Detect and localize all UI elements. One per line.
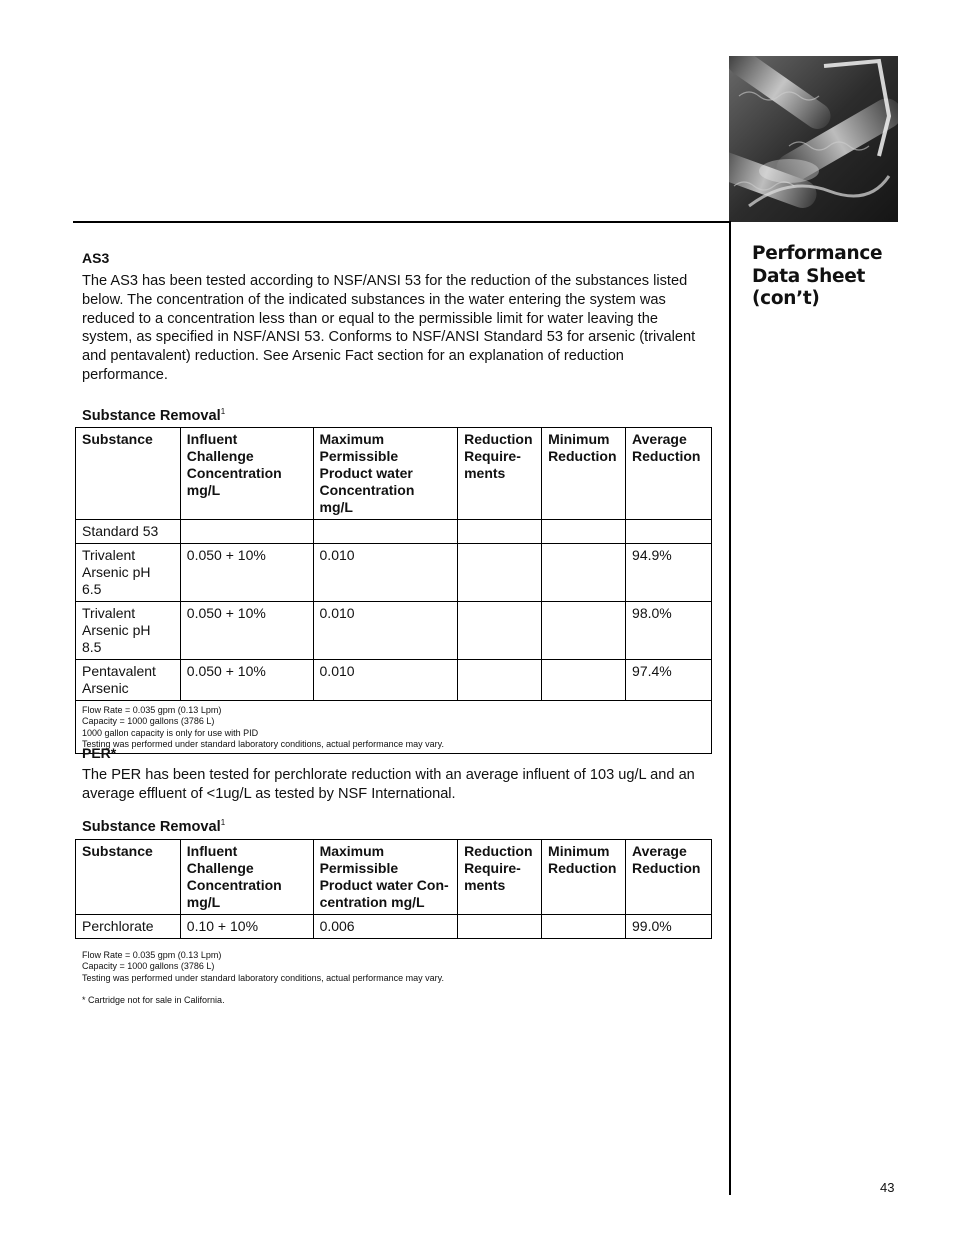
column-header: Substance <box>76 428 181 520</box>
as3-heading-block <box>82 250 712 266</box>
table-cell <box>458 544 542 602</box>
per-description-block <box>82 766 712 804</box>
column-header: Minimum Reduction <box>542 840 626 915</box>
table-cell: Trivalent Arsenic pH 6.5 <box>76 544 181 602</box>
as3-description: The AS3 has been tested according to NSF/ANSI 53 for the reduction of the substances listed below. The concentration of the indicated substances in the water entering the system was reduced to a concentration less than or equal to the permissible limit for water leaving the system, as specified in NSF/ANSI 53. Conforms to NSF/ANSI Standard 53 for arsenic (trivalent and pentavalent) reduction. See Arsenic Fact section for an explanation of reduction performance. <box>82 273 696 383</box>
table-cell: 0.010 <box>313 544 458 602</box>
table-cell: 99.0% <box>626 915 712 939</box>
table-row <box>76 660 712 701</box>
table-cell <box>458 660 542 701</box>
sidebar-title-line: Performance <box>752 243 883 264</box>
table-row <box>76 544 712 602</box>
sidebar-title-line: Data Sheet <box>752 265 866 287</box>
header-rule <box>73 221 730 223</box>
table-cell <box>626 520 712 544</box>
table-cell <box>542 602 626 660</box>
table-cell: 0.10 + 10% <box>180 915 313 939</box>
table-cell: 0.010 <box>313 660 458 701</box>
table-cell: Pentavalent Arsenic <box>76 660 181 701</box>
table-cell <box>180 520 313 544</box>
table-cell: 0.050 + 10% <box>180 660 313 701</box>
table-cell: 97.4% <box>626 660 712 701</box>
column-header: Maximum Permissible Product water Con-centration mg/L <box>313 840 458 915</box>
per-table-title <box>82 818 712 835</box>
column-header: Influent Challenge Concentration mg/L <box>180 840 313 915</box>
table-header-row <box>76 428 712 520</box>
column-header: Minimum Reduction <box>542 428 626 520</box>
column-header: Influent Challenge Concentration mg/L <box>180 428 313 520</box>
table-cell: 94.9% <box>626 544 712 602</box>
page-number: 43 <box>880 1180 895 1195</box>
as3-table-title <box>82 407 712 424</box>
table-cell: 98.0% <box>626 602 712 660</box>
table-cell: 0.010 <box>313 602 458 660</box>
per-footnote: * Cartridge not for sale in California. <box>82 995 225 1005</box>
as3-table-title-footnote-mark: 1 <box>220 407 226 416</box>
per-notes <box>82 950 444 984</box>
header-photo-graphic <box>729 56 898 222</box>
per-table-title-text: Substance Removal <box>82 818 221 835</box>
sidebar-title <box>752 243 912 311</box>
sidebar-rule <box>729 221 731 1195</box>
note-line: Capacity = 1000 gallons (3786 L) <box>82 961 215 972</box>
table-cell: 0.050 + 10% <box>180 602 313 660</box>
header-photo <box>729 56 898 222</box>
per-table-title-footnote-mark: 1 <box>220 818 226 827</box>
as3-substance-table <box>75 427 712 754</box>
per-table-title-block <box>82 818 712 835</box>
note-line: Flow Rate = 0.035 gpm (0.13 Lpm) <box>82 705 222 715</box>
note-line: Testing was performed under standard laboratory conditions, actual performance may vary. <box>82 972 445 983</box>
table-header-row <box>76 840 712 915</box>
column-header: Maximum Permissible Product water Concentration mg/L <box>313 428 458 520</box>
column-header: Average Reduction <box>626 840 712 915</box>
as3-description-block <box>82 272 712 385</box>
table-cell <box>458 602 542 660</box>
per-heading: PER* <box>82 745 117 761</box>
note-line: Capacity = 1000 gallons (3786 L) <box>82 716 215 727</box>
per-substance-table <box>75 839 712 939</box>
as3-table-title-text: Substance Removal <box>82 407 221 424</box>
table-cell <box>458 915 542 939</box>
note-line: Flow Rate = 0.035 gpm (0.13 Lpm) <box>82 950 222 960</box>
as3-table-title-block <box>82 407 712 424</box>
table-row <box>76 520 712 544</box>
table-cell <box>542 544 626 602</box>
table-row <box>76 915 712 939</box>
table-cell <box>542 520 626 544</box>
column-header: Reduction Require-ments <box>458 428 542 520</box>
note-line: Testing was performed under standard laboratory conditions, actual performance may vary. <box>82 738 445 749</box>
table-cell: 0.006 <box>313 915 458 939</box>
table-cell <box>313 520 458 544</box>
table-row <box>76 602 712 660</box>
table-cell: Perchlorate <box>76 915 181 939</box>
table-cell <box>542 915 626 939</box>
sidebar-title-line: (con’t) <box>752 288 820 309</box>
table-cell: Standard 53 <box>76 520 181 544</box>
table-cell <box>458 520 542 544</box>
note-line: 1000 gallon capacity is only for use with PID <box>82 727 259 738</box>
per-description: The PER has been tested for perchlorate reduction with an average influent of 103 ug/L and an average effluent of <1ug/L as tested by NSF International. <box>82 767 695 802</box>
column-header: Average Reduction <box>626 428 712 520</box>
table-cell: 0.050 + 10% <box>180 544 313 602</box>
column-header: Substance <box>76 840 181 915</box>
per-heading-block <box>82 745 712 761</box>
table-cell: Trivalent Arsenic pH 8.5 <box>76 602 181 660</box>
table-cell <box>542 660 626 701</box>
as3-heading: AS3 <box>82 250 110 266</box>
column-header: Reduction Require-ments <box>458 840 542 915</box>
